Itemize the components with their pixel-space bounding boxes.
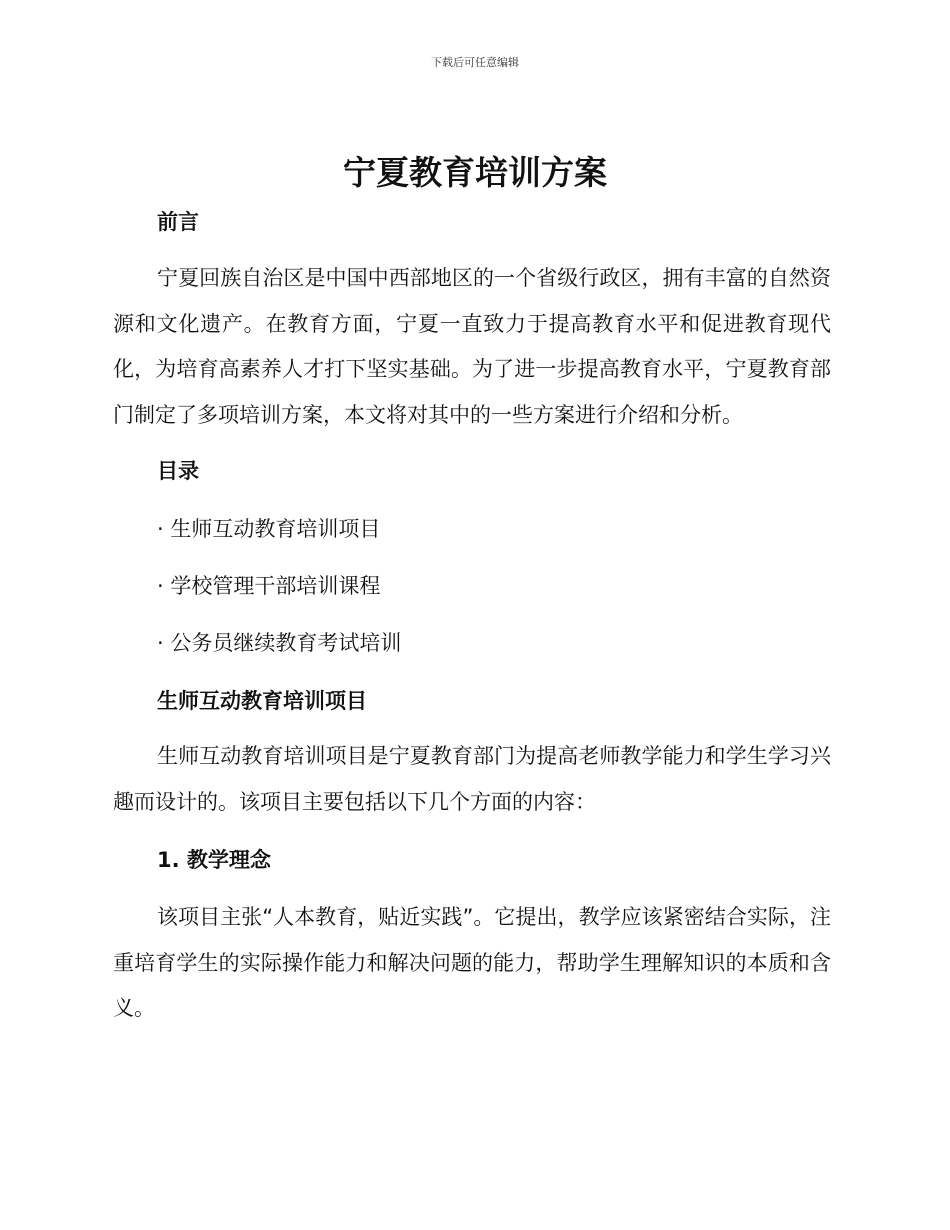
- toc-item[interactable]: · 公务员继续教育考试培训: [157, 631, 402, 655]
- document-title: 宁夏教育培训方案: [343, 153, 607, 192]
- section-paragraph: 生师互动教育培训项目是宁夏教育部门为提高老师教学能力和学生学习兴趣而设计的。该项目主要包括以下几个方面的内容：: [113, 744, 831, 814]
- section-heading: 生师互动教育培训项目: [157, 689, 367, 713]
- page-header-note: 下载后可任意编辑: [431, 56, 519, 69]
- toc-heading: 目录: [157, 459, 199, 483]
- preface-paragraph: 宁夏回族自治区是中国中西部地区的一个省级行政区，拥有丰富的自然资源和文化遗产。在教育方面，宁夏一直致力于提高教育水平和促进教育现代化，为培育高素养人才打下坚实基础。为了进一步提高教育水平，宁夏教育部门制定了多项培训方案，本文将对其中的一些方案进行介绍和分析。: [113, 266, 831, 428]
- subsection-heading: 1. 教学理念: [157, 848, 271, 872]
- preface-heading: 前言: [157, 210, 199, 234]
- toc-item[interactable]: · 生师互动教育培训项目: [157, 517, 381, 541]
- toc-item[interactable]: · 学校管理干部培训课程: [157, 574, 381, 598]
- subsection-paragraph: 该项目主张“人本教育，贴近实践”。它提出，教学应该紧密结合实际，注重培育学生的实际操作能力和解决问题的能力，帮助学生理解知识的本质和含义。: [113, 905, 831, 1021]
